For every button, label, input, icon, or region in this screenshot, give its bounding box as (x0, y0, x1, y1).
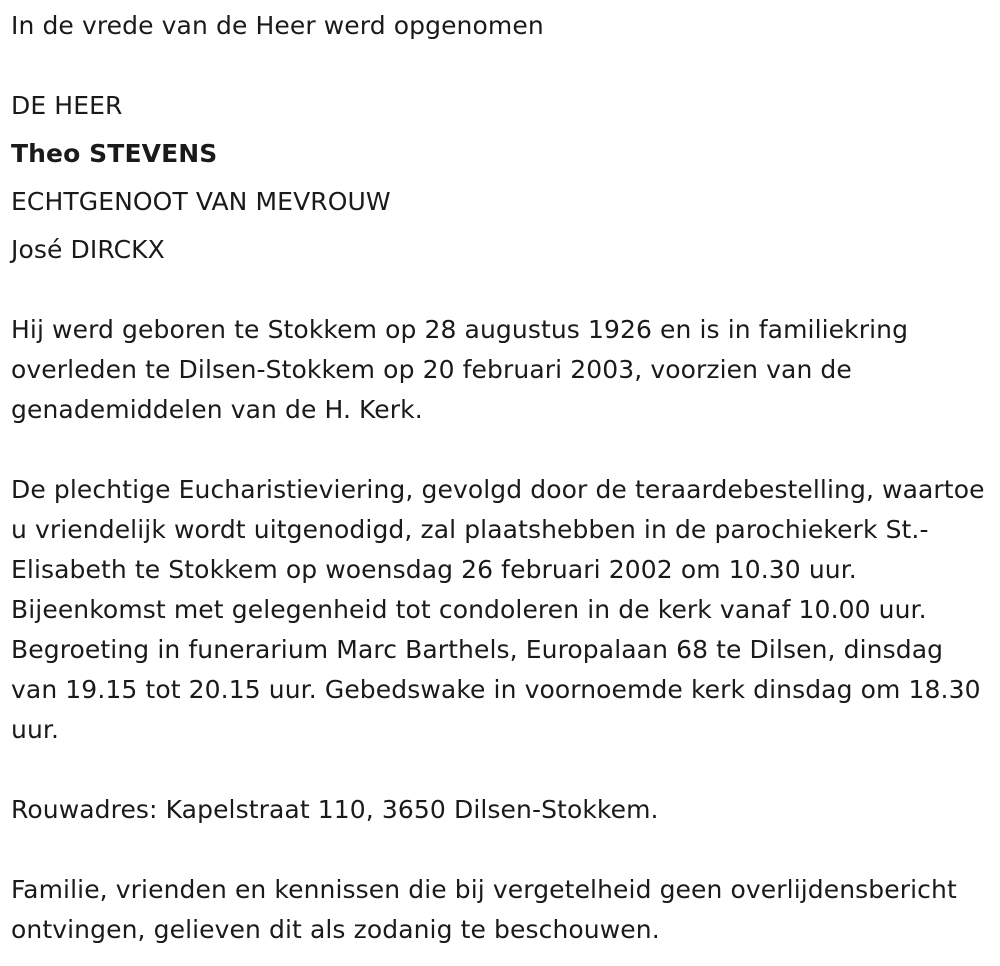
closing-paragraph: Familie, vrienden en kennissen die bij vergetelheid geen overlijdensbericht ontvingen, gelieven dit als zodanig te beschouwen. (11, 875, 957, 944)
intro-text: In de vrede van de Heer werd opgenomen (11, 11, 544, 40)
address-text: Rouwadres: Kapelstraat 110, 3650 Dilsen-Stokkem. (11, 795, 659, 824)
deceased-name: Theo STEVENS (11, 139, 218, 168)
title-text: DE HEER (11, 91, 123, 120)
ceremony-paragraph: De plechtige Eucharistieviering, gevolgd door de teraardebestelling, waartoe u vriendelijk wordt uitgenodigd, zal plaatshebben in de parochiekerk St.-Elisabeth te Stokkem op woensdag 26 februari 2002 om 10.30 uur. Bijeenkomst met gelegenheid tot condoleren in de kerk vanaf 10.00 uur. Begroeting in funerarium Marc Barthels, Europalaan 68 te Dilsen, dinsdag van 19.15 tot 20.15 uur. Gebedswake in voornoemde kerk dinsdag om 18.30 uur. (11, 475, 985, 744)
spouse-name: José DIRCKX (11, 235, 165, 264)
birth-death-paragraph: Hij werd geboren te Stokkem op 28 augustus 1926 en is in familiekring overleden te Dilsen-Stokkem op 20 februari 2003, voorzien van de genademiddelen van de H. Kerk. (11, 315, 909, 424)
spouse-label: ECHTGENOOT VAN MEVROUW (11, 187, 391, 216)
